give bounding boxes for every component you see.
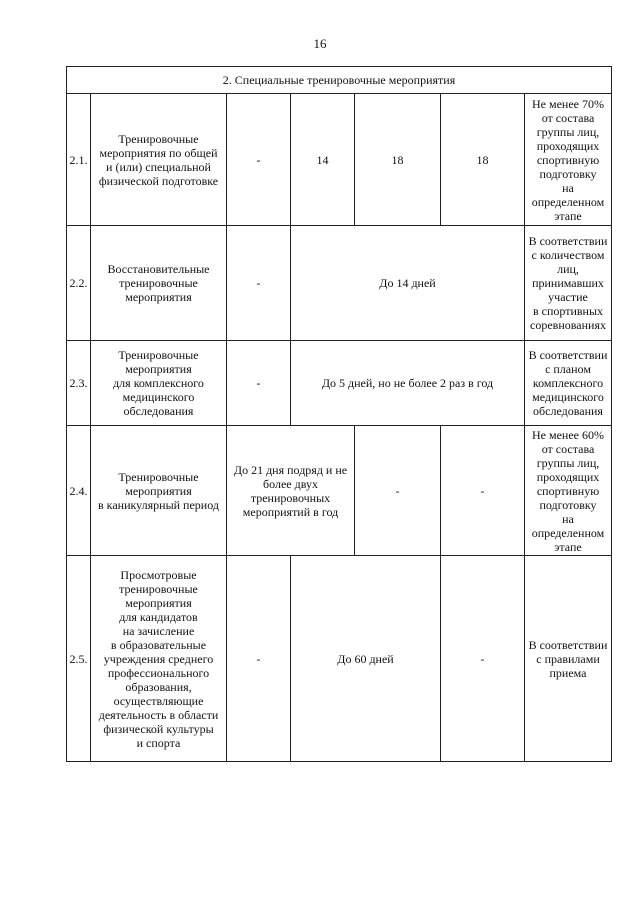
duration-cell: - (227, 226, 291, 341)
duration-cell: 18 (441, 94, 525, 226)
duration-span-cell: До 60 дней (291, 556, 441, 762)
note-cell: Не менее 70% от состава группы лиц, проходящих спортивную подготовку на определенном этапе (525, 94, 612, 226)
note-cell: Не менее 60% от состава группы лиц, проходящих спортивную подготовку на определенном этапе (525, 426, 612, 556)
duration-span-cell: До 5 дней, но не более 2 раз в год (291, 341, 525, 426)
duration-cell: - (441, 556, 525, 762)
event-name: Тренировочные мероприятия по общей и (или) специальной физической подготовке (91, 94, 227, 226)
duration-cell: - (227, 341, 291, 426)
table-row (67, 226, 612, 341)
note-cell: В соответствии с планом комплексного медицинского обследования (525, 341, 612, 426)
table-row (67, 94, 612, 226)
note-cell: В соответствии с количеством лиц, принимавших участие в спортивных соревнованиях (525, 226, 612, 341)
duration-cell: 18 (355, 94, 441, 226)
row-number: 2.2. (67, 226, 91, 341)
row-number: 2.5. (67, 556, 91, 762)
duration-cell: - (441, 426, 525, 556)
duration-cell: - (227, 556, 291, 762)
event-name: Тренировочные мероприятия в каникулярный период (91, 426, 227, 556)
section-header-row (67, 67, 612, 94)
duration-cell: 14 (291, 94, 355, 226)
duration-cell: - (355, 426, 441, 556)
row-number: 2.1. (67, 94, 91, 226)
row-number: 2.4. (67, 426, 91, 556)
table-row (67, 556, 612, 762)
duration-span-cell: До 14 дней (291, 226, 525, 341)
event-name: Восстановительные тренировочные мероприятия (91, 226, 227, 341)
event-name: Тренировочные мероприятия для комплексного медицинского обследования (91, 341, 227, 426)
row-number: 2.3. (67, 341, 91, 426)
table-row (67, 426, 612, 556)
page-number: 16 (313, 36, 327, 51)
training-events-table (66, 66, 612, 762)
section-title: 2. Специальные тренировочные мероприятия (67, 67, 612, 94)
duration-cell: - (227, 94, 291, 226)
duration-span-cell: До 21 дня подряд и не более двух тренировочных мероприятий в год (227, 426, 355, 556)
event-name: Просмотровые тренировочные мероприятия для кандидатов на зачисление в образовательные учреждения среднего профессионального образования, осуществляющие деятельность в области физической культуры и спорта (91, 556, 227, 762)
note-cell: В соответствии с правилами приема (525, 556, 612, 762)
table-row (67, 341, 612, 426)
